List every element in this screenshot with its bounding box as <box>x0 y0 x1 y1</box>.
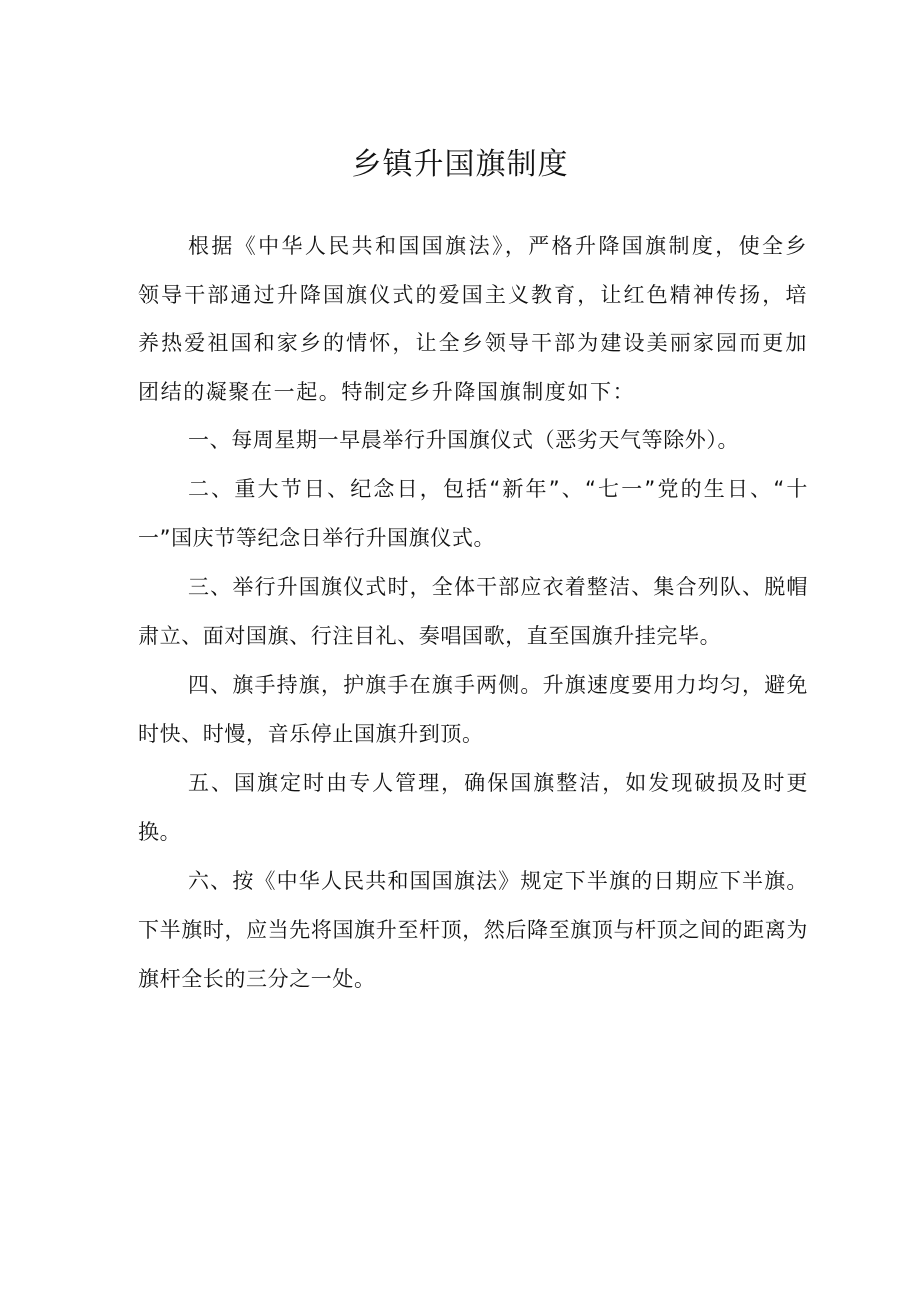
rule-item-4: 四、旗手持旗，护旗手在旗手两侧。升旗速度要用力均匀，避免时快、时慢，音乐停止国旗升到顶。 <box>138 673 808 746</box>
intro-paragraph: 根据《中华人民共和国国旗法》，严格升降国旗制度，使全乡领导干部通过升降国旗仪式的爱国主义教育，让红色精神传扬，培养热爱祖国和家乡的情怀，让全乡领导干部为建设美丽家园而更加团结的凝聚在一起。特制定乡升降国旗制度如下： <box>138 234 808 404</box>
rule-item-3: 三、举行升国旗仪式时，全体干部应衣着整洁、集合列队、脱帽肃立、面对国旗、行注目礼、奏唱国歌，直至国旗升挂完毕。 <box>138 575 808 648</box>
rule-item-6: 六、按《中华人民共和国国旗法》规定下半旗的日期应下半旗。下半旗时，应当先将国旗升至杆顶，然后降至旗顶与杆顶之间的距离为旗杆全长的三分之一处。 <box>138 869 808 991</box>
rule-item-5: 五、国旗定时由专人管理，确保国旗整洁，如发现破损及时更换。 <box>138 771 808 844</box>
document-body <box>138 222 808 1004</box>
rule-item-1: 一、每周星期一早晨举行升国旗仪式（恶劣天气等除外）。 <box>188 428 740 452</box>
rule-item-2: 二、重大节日、纪念日，包括“新年”、“七一”党的生日、“十一”国庆节等纪念日举行升国旗仪式。 <box>138 477 808 550</box>
document-title: 乡镇升国旗制度 <box>351 147 569 182</box>
